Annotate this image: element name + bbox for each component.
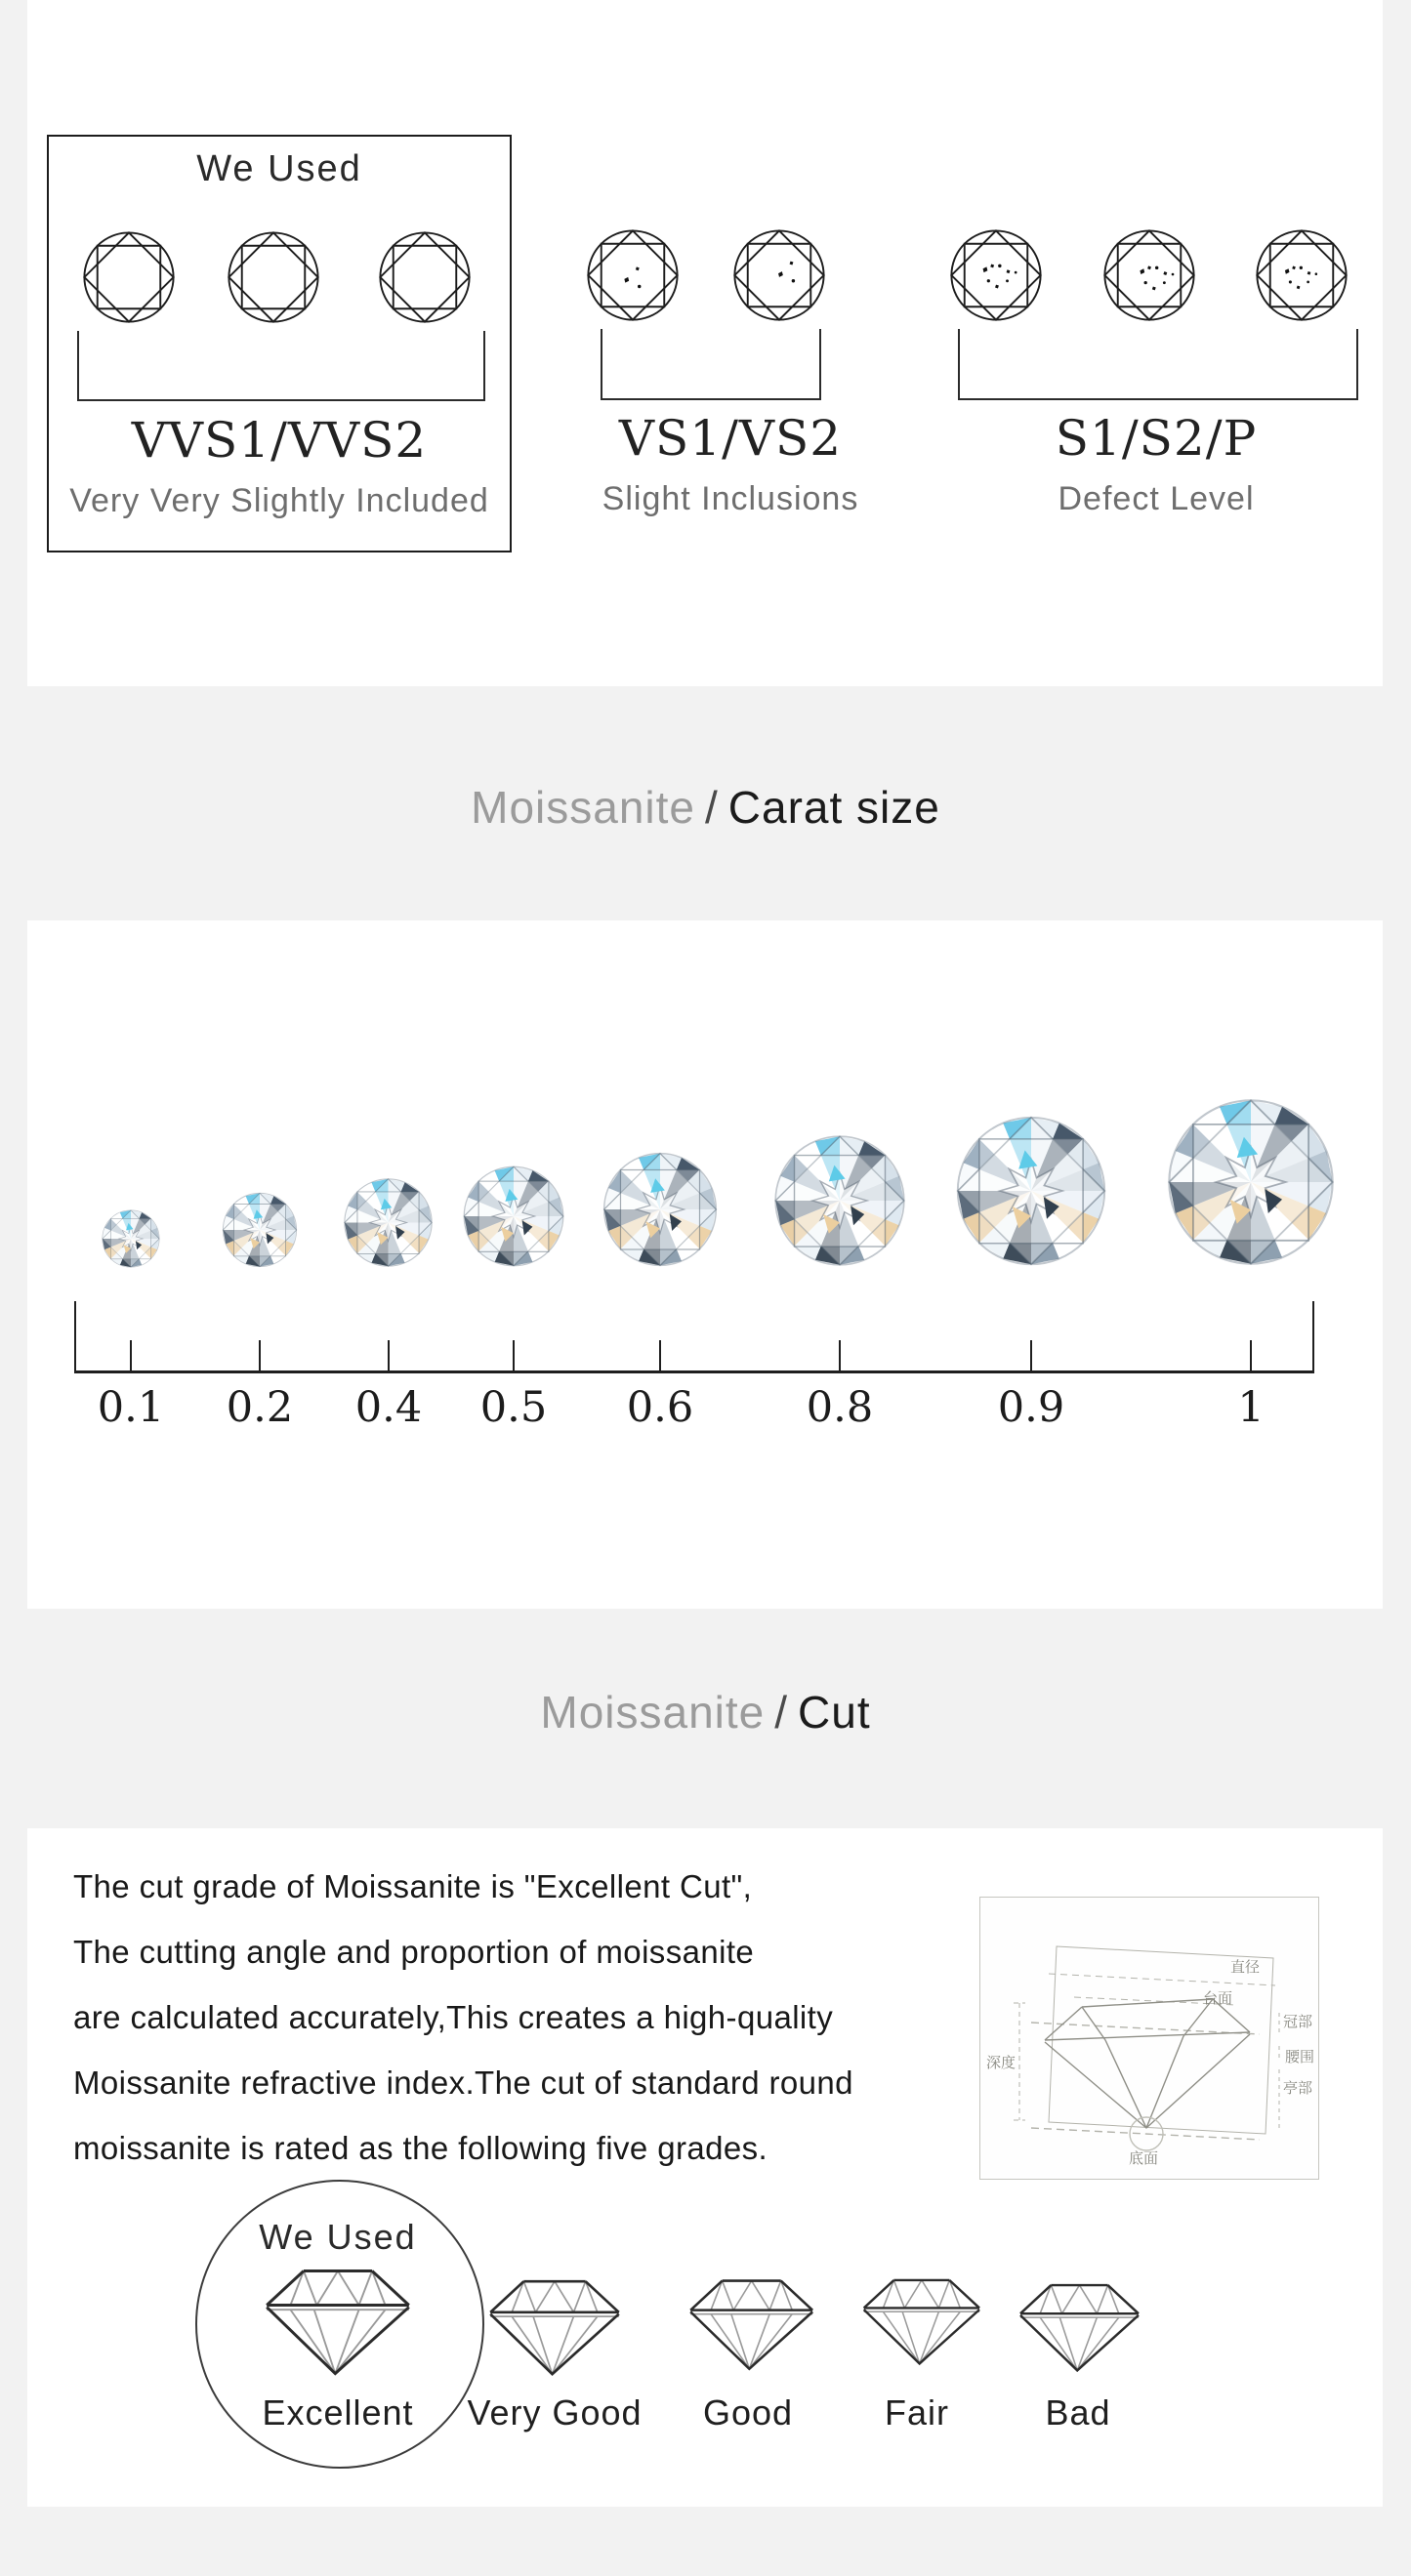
cut-section [27,1828,1383,2507]
we-used-clarity-box [47,135,512,552]
heading-strong-text: Carat size [727,782,940,833]
carat-stone-0-4-icon [342,1176,435,1269]
cut-grade-very-good-icon [481,2269,628,2379]
cut-grade-label-good: Good [702,2392,794,2433]
heading-muted-text: Moissanite [471,782,695,833]
ruler-tick [388,1340,390,1370]
vvs-grade-title: VVS1/VVS2 [131,412,428,469]
vs-bracket [601,329,821,400]
cut-proportion-diagram [979,1897,1319,2180]
cut-grade-label-excellent: Excellent [262,2392,414,2433]
carat-label-0-4: 0.4 [354,1383,423,1432]
ruler-tick [513,1340,515,1370]
heading-separator: / [705,782,719,833]
carat-stone-0-5-icon [461,1164,566,1269]
carat-stone-0-2-icon [221,1191,299,1269]
cut-grade-good-icon [675,2269,821,2379]
ruler-tick [1030,1340,1032,1370]
ruler-tick [130,1340,132,1370]
ruler-baseline [74,1370,1314,1373]
vs-grade-subtitle: Slight Inclusions [602,480,859,517]
cut-description-paragraph [73,1854,952,2181]
diagram-label-pavilion: 亭部 [1283,2080,1313,2097]
cut-grade-excellent-icon [258,2258,418,2379]
carat-label-0-1: 0.1 [97,1383,165,1432]
carat-label-0-5: 0.5 [479,1383,548,1432]
s-grade-subtitle: Defect Level [1058,480,1255,517]
ruler-tick [259,1340,261,1370]
diagram-label-girdle: 腰围 [1285,2049,1315,2065]
carat-stone-0-1-icon [101,1208,161,1269]
heading-strong-text: Cut [798,1687,871,1738]
diagram-label-table: 台面 [1203,1990,1233,2007]
ruler-tick [1250,1340,1252,1370]
diagram-label-diameter: 直径 [1230,1959,1261,1976]
cut-heading [0,1686,1411,1738]
clarity-stone-s-icon [1102,228,1196,322]
carat-stone-0-9-icon [953,1113,1109,1269]
clarity-stone-vs-icon [586,228,680,322]
s-bracket [958,329,1358,400]
heading-separator: / [774,1687,789,1738]
ruler-right-end [1312,1301,1314,1372]
clarity-section [27,0,1383,686]
cut-grade-bad-icon [1005,2269,1151,2379]
clarity-stone-vvs-icon [82,230,176,324]
we-used-badge: We Used [196,148,362,189]
vs-grade-title: VS1/VS2 [618,410,843,467]
paragraph-line: are calculated accurately,This creates a high-quality [73,1999,834,2035]
ruler-tick [659,1340,661,1370]
carat-label-0-2: 0.2 [226,1383,294,1432]
carat-size-section [27,920,1383,1609]
diagram-label-culet: 底面 [1129,2150,1159,2167]
paragraph-line: The cutting angle and proportion of moissanite [73,1934,755,1970]
ruler-left-end [74,1301,76,1372]
cut-grade-label-fair: Fair [885,2392,949,2433]
paragraph-line: The cut grade of Moissanite is "Excellent Cut", [73,1868,753,1904]
carat-label-1: 1 [1237,1383,1265,1432]
clarity-stone-vs-icon [732,228,826,322]
cut-grade-label-very-good: Very Good [467,2392,643,2433]
clarity-stone-vvs-icon [378,230,472,324]
carat-size-heading [0,781,1411,834]
ruler-tick [839,1340,841,1370]
clarity-stone-s-icon [1255,228,1349,322]
we-used-badge: We Used [259,2217,417,2257]
carat-label-0-8: 0.8 [806,1383,874,1432]
clarity-stone-vvs-icon [227,230,320,324]
cut-grade-fair-icon [844,2269,990,2379]
cut-grade-label-bad: Bad [1045,2392,1111,2433]
diagram-label-crown: 冠部 [1283,2014,1313,2030]
vvs-grade-subtitle: Very Very Slightly Included [69,482,489,519]
carat-stone-1-icon [1164,1095,1338,1269]
paragraph-line: Moissanite refractive index.The cut of standard round [73,2065,853,2101]
carat-stone-0-6-icon [601,1150,720,1269]
paragraph-line: moissanite is rated as the following five grades. [73,2130,768,2166]
carat-stone-0-8-icon [771,1132,908,1269]
diamond-proportion-sketch [980,1898,1318,2179]
s-grade-title: S1/S2/P [1055,410,1258,467]
clarity-stone-s-icon [949,228,1043,322]
vvs-bracket [77,331,485,401]
heading-muted-text: Moissanite [540,1687,766,1738]
carat-label-0-9: 0.9 [997,1383,1065,1432]
diagram-label-depth: 深度 [986,2055,1017,2071]
carat-label-0-6: 0.6 [626,1383,694,1432]
